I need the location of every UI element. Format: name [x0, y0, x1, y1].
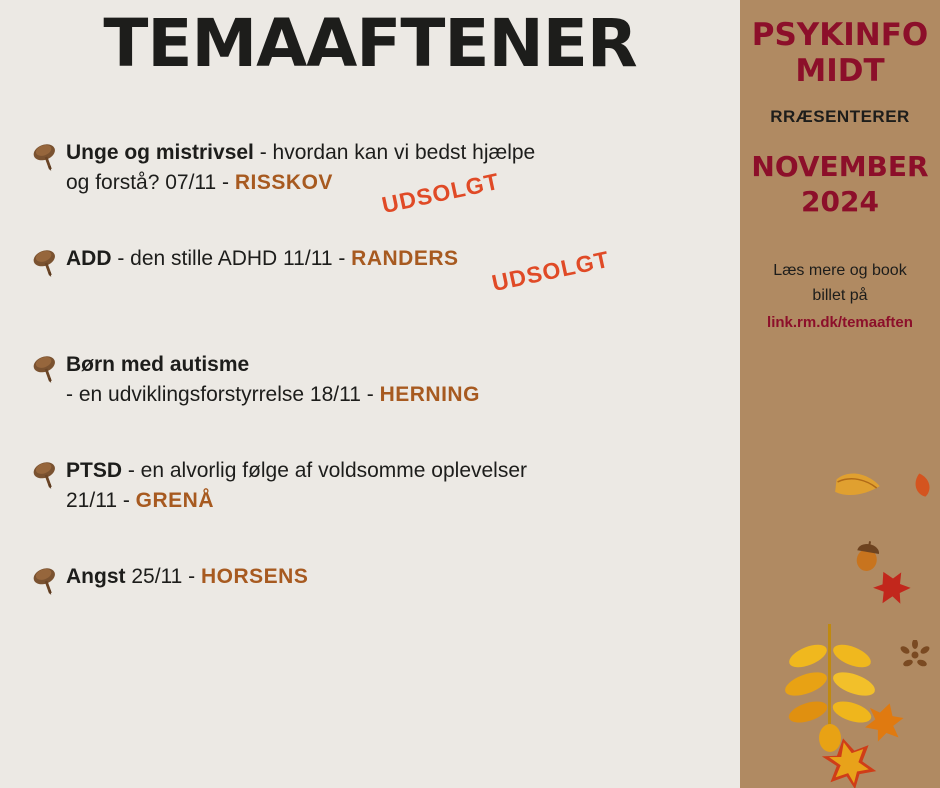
event-date-prefix: 21/11 - — [66, 489, 136, 513]
poster-sidebar — [740, 0, 940, 788]
event-title: PTSD — [66, 459, 123, 482]
leaf-icon — [908, 470, 937, 506]
list-item[interactable] — [26, 350, 726, 416]
booking-line-2: billet på — [812, 287, 868, 305]
date-block — [740, 149, 940, 219]
event-place: GRENÅ — [135, 489, 214, 513]
page-title: TEMAAFTENER — [103, 5, 637, 82]
event-description: - den stille ADHD 11/11 - — [111, 247, 352, 270]
event-description: - hvordan kan vi bedst hjælpe — [253, 141, 536, 164]
list-item[interactable] — [26, 138, 726, 219]
booking-info — [740, 259, 940, 334]
list-item[interactable] — [26, 562, 726, 628]
event-place: RANDERS — [351, 247, 459, 270]
status-badge: UDSOLGT — [489, 245, 612, 297]
event-title: Børn med autisme — [66, 353, 250, 376]
event-line2 — [66, 380, 480, 410]
event-place: HERNING — [379, 383, 480, 407]
event-date-prefix: og forstå? 07/11 - — [66, 171, 235, 195]
leaf-icon — [853, 694, 911, 755]
pushpin-icon — [26, 458, 66, 492]
brand-line-2: MIDT — [795, 52, 885, 89]
booking-link[interactable]: link.rm.dk/temaaften — [767, 313, 913, 331]
status-badge: UDSOLGT — [379, 167, 502, 219]
event-text — [66, 244, 459, 274]
event-date-prefix: - en udviklingsforstyrrelse 18/11 - — [66, 383, 380, 407]
event-text — [66, 456, 527, 517]
leaf-icon — [776, 612, 886, 757]
leaf-icon — [813, 731, 883, 788]
brand-line-1: PSYKINFO — [751, 17, 929, 53]
year-label: 2024 — [801, 185, 879, 219]
event-place: HORSENS — [201, 565, 309, 588]
event-description: - en alvorlig følge af voldsomme oplevelser — [122, 459, 528, 482]
brand-name — [740, 18, 940, 89]
pushpin-icon — [26, 564, 66, 598]
list-item[interactable] — [26, 244, 726, 310]
star-anise-icon — [900, 640, 930, 675]
event-list — [26, 138, 726, 668]
pushpin-icon — [26, 140, 66, 174]
booking-line-1: Læs mere og book — [773, 262, 907, 280]
list-item[interactable] — [26, 456, 726, 522]
presents-label: RRÆSENTERER — [770, 107, 910, 127]
event-text — [66, 562, 308, 592]
event-place: RISSKOV — [234, 171, 333, 195]
event-description: 25/11 - — [125, 565, 201, 588]
acorn-icon — [849, 538, 885, 580]
event-title: ADD — [66, 247, 112, 270]
leaf-icon — [826, 462, 884, 517]
pushpin-icon — [26, 246, 66, 280]
event-title: Angst — [66, 565, 126, 588]
event-text — [66, 350, 480, 411]
pushpin-icon — [26, 352, 66, 386]
event-line2 — [66, 486, 527, 516]
event-title: Unge og mistrivsel — [66, 141, 254, 164]
month-label: NOVEMBER — [751, 150, 929, 184]
leaf-icon — [864, 562, 919, 620]
